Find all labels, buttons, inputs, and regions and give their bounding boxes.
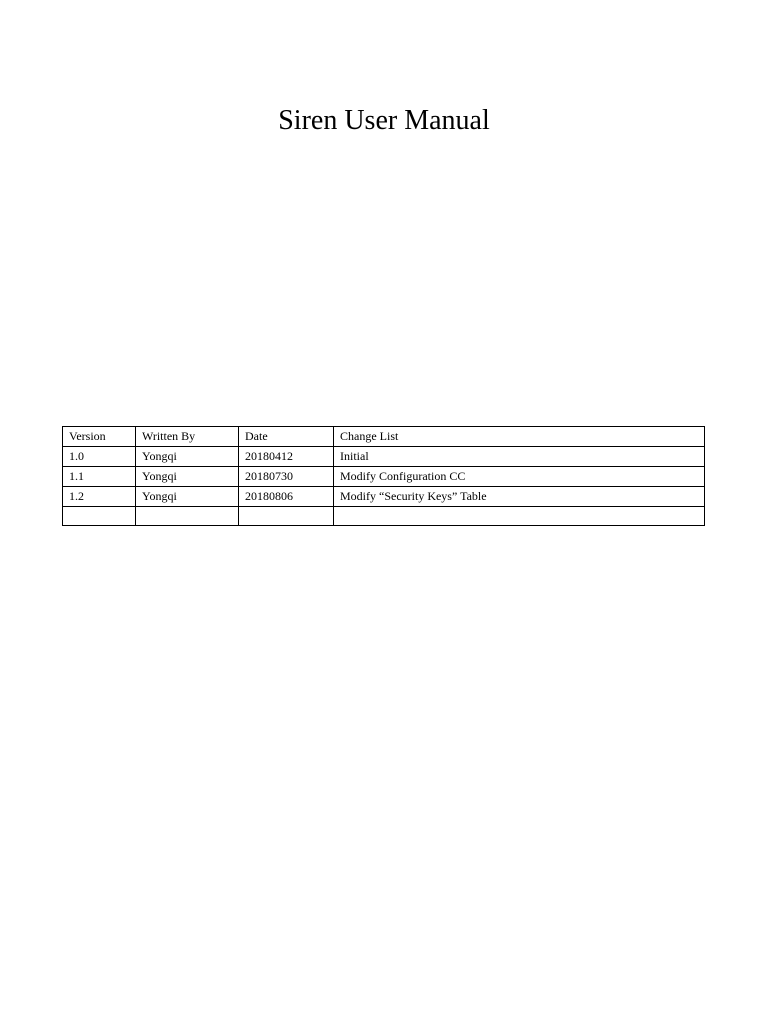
cell-version: 1.1 [63, 467, 136, 487]
cell-date: 20180730 [239, 467, 334, 487]
cell-written-by: Yongqi [136, 447, 239, 467]
table-row-empty [63, 507, 705, 526]
header-version: Version [63, 427, 136, 447]
cell-version: 1.2 [63, 487, 136, 507]
cell-written-by: Yongqi [136, 487, 239, 507]
header-change-list: Change List [334, 427, 705, 447]
cell-empty [334, 507, 705, 526]
cell-empty [63, 507, 136, 526]
revision-history-table [62, 426, 705, 526]
cell-change-list: Modify Configuration CC [334, 467, 705, 487]
table-row [63, 487, 705, 507]
table-header-row [63, 427, 705, 447]
table-row [63, 467, 705, 487]
cell-date: 20180806 [239, 487, 334, 507]
header-written-by: Written By [136, 427, 239, 447]
cell-empty [239, 507, 334, 526]
cell-change-list: Modify “Security Keys” Table [334, 487, 705, 507]
header-date: Date [239, 427, 334, 447]
table-row [63, 447, 705, 467]
cell-version: 1.0 [63, 447, 136, 467]
document-title: Siren User Manual [278, 105, 490, 136]
cell-written-by: Yongqi [136, 467, 239, 487]
cell-empty [136, 507, 239, 526]
cell-date: 20180412 [239, 447, 334, 467]
cell-change-list: Initial [334, 447, 705, 467]
